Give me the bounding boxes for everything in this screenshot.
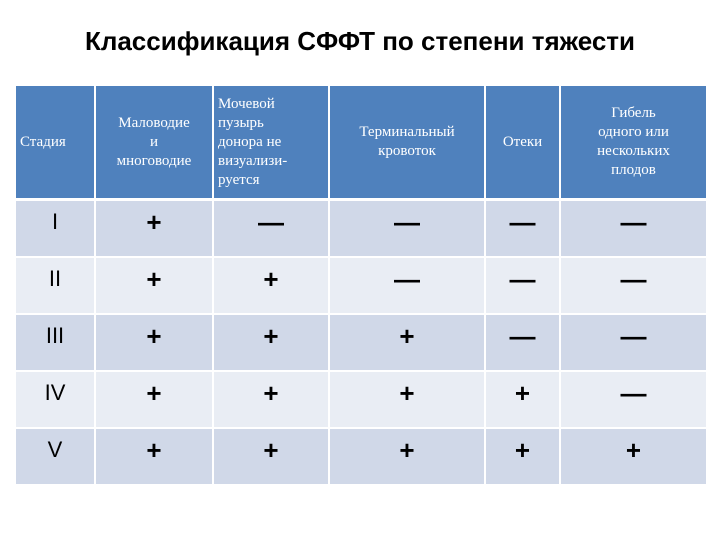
- table-cell: +: [485, 371, 560, 428]
- table-cell: —: [560, 257, 706, 314]
- table-cell: +: [213, 314, 329, 371]
- table-cell: +: [329, 428, 485, 485]
- table-cell: +: [95, 371, 213, 428]
- table-cell: —: [329, 200, 485, 257]
- table-cell: +: [329, 371, 485, 428]
- table-cell: +: [213, 428, 329, 485]
- table-row: [16, 428, 706, 485]
- table-cell: +: [95, 257, 213, 314]
- table-row: [16, 371, 706, 428]
- table-cell: +: [213, 371, 329, 428]
- table-row: [16, 314, 706, 371]
- table-cell: +: [95, 428, 213, 485]
- table-cell: —: [560, 314, 706, 371]
- table-cell: —: [560, 371, 706, 428]
- stage-cell: I: [16, 200, 95, 257]
- table-cell: —: [485, 314, 560, 371]
- stage-cell: II: [16, 257, 95, 314]
- table-cell: —: [560, 200, 706, 257]
- header-polyhydramnios: Маловодие и многоводие: [95, 86, 213, 200]
- header-terminal-blood-flow: Терминальный кровоток: [329, 86, 485, 200]
- table-header-row: [16, 86, 706, 200]
- header-edema: Отеки: [485, 86, 560, 200]
- table-cell: +: [560, 428, 706, 485]
- table-cell: +: [329, 314, 485, 371]
- header-fetal-death: Гибель одного или нескольких плодов: [560, 86, 706, 200]
- stage-cell: IV: [16, 371, 95, 428]
- classification-table: [16, 86, 706, 486]
- table-cell: —: [213, 200, 329, 257]
- table-cell: +: [485, 428, 560, 485]
- stage-cell: V: [16, 428, 95, 485]
- slide-title: Классификация СФФТ по степени тяжести: [84, 26, 636, 56]
- table-cell: —: [329, 257, 485, 314]
- table-cell: +: [213, 257, 329, 314]
- stage-cell: III: [16, 314, 95, 371]
- table-row: [16, 257, 706, 314]
- table-cell: +: [95, 314, 213, 371]
- header-stage: Стадия: [16, 86, 95, 200]
- table-cell: +: [95, 200, 213, 257]
- table-cell: —: [485, 200, 560, 257]
- table-row: [16, 200, 706, 257]
- header-donor-bladder: Мочевой пузырь донора не визуализи- руется: [213, 86, 329, 200]
- table-cell: —: [485, 257, 560, 314]
